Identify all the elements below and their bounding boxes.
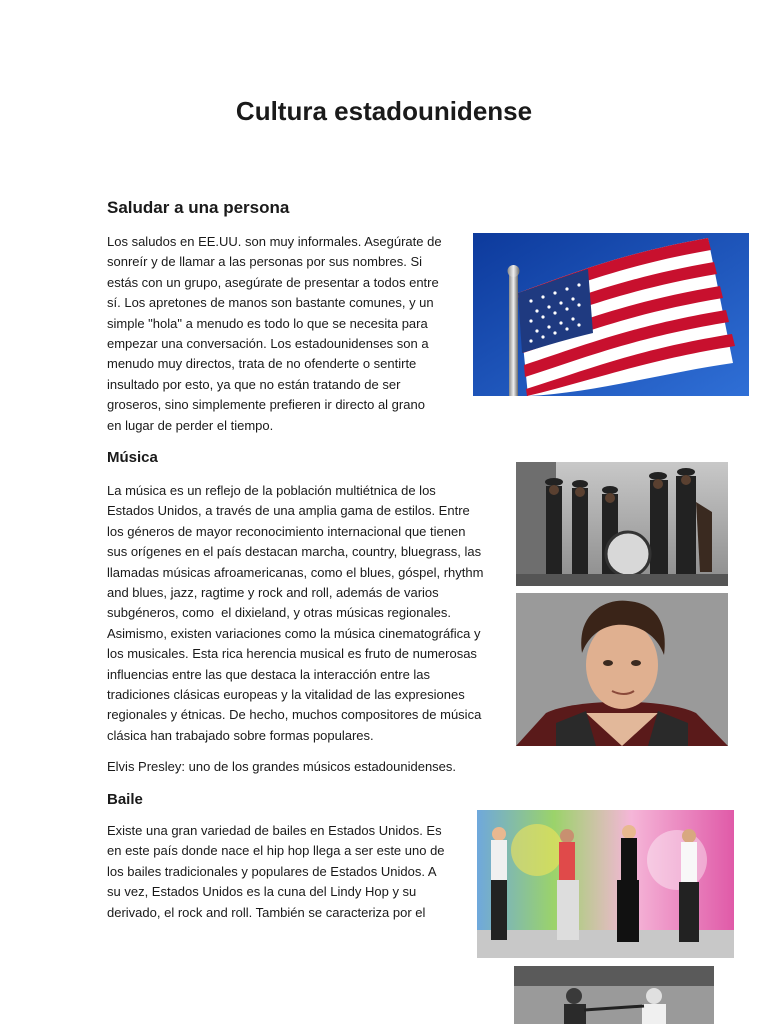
paragraph-line: and blues, jazz, ragtime y rock and roll, además de varios: [107, 585, 439, 601]
paragraph-line: los musicales. Esta rica herencia musical es fruto de numerosas: [107, 646, 477, 662]
paragraph-line: sí. Los apretones de manos son bastante comunes, y un: [107, 295, 434, 311]
paragraph-baile: [107, 821, 467, 923]
paragraph-line: los bailes tradicionales y populares de Estados Unidos. A: [107, 863, 437, 879]
paragraph-line: groseros, sino simplemente prefieren ir directo al grano: [107, 397, 425, 413]
paragraph-line: Los saludos en EE.UU. son muy informales. Asegúrate de: [107, 234, 442, 249]
paragraph-line: regionales y étnicas. De hecho, muchos compositores de música: [107, 707, 482, 723]
page-title: Cultura estadounidense: [235, 96, 533, 126]
heading-musica: Música: [107, 449, 158, 466]
paragraph-line: empezar una conversación. Los estadounidenses son a: [107, 336, 429, 352]
paragraph-line: sonreír y de llamar a las personas por sus nombres. Si: [107, 254, 423, 270]
elvis-presley-photo: [516, 593, 728, 746]
paragraph-line: sus orígenes en el país destacan marcha, country, bluegrass, las: [107, 544, 482, 560]
paragraph-line: en este país donde nace el hip hop llega a ser este uno de: [107, 843, 445, 859]
hip-hop-dancers-photo: [477, 810, 734, 958]
paragraph-line: Estados Unidos, a través de una amplia gama de estilos. Entre: [107, 503, 470, 519]
swing-dancers-photo: [514, 966, 714, 1024]
paragraph-line: derivado, el rock and roll. También se caracteriza por el: [107, 904, 426, 920]
paragraph-saludar: [107, 232, 467, 436]
paragraph-line: estás con un grupo, asegúrate de presentar a todos entre: [107, 274, 439, 290]
paragraph-line: influencias entre las que destaca la interacción entre las: [107, 666, 431, 682]
paragraph-line: en lugar de perder el tiempo.: [107, 417, 274, 433]
caption-elvis: Elvis Presley: uno de los grandes músicos estadounidenses.: [107, 759, 457, 774]
paragraph-line: menudo muy directos, trata de no ofenderte o sentirte: [107, 356, 417, 372]
paragraph-line: Existe una gran variedad de bailes en Estados Unidos. Es: [107, 823, 442, 838]
paragraph-line: llamadas músicas afroamericanas, como el blues, góspel, rhythm: [107, 564, 484, 580]
paragraph-line: Asimismo, existen variaciones como la música cinematográfica y: [107, 625, 481, 641]
paragraph-musica: [107, 481, 507, 746]
jazz-band-photo: [516, 462, 728, 586]
paragraph-line: los géneros de mayor reconocimiento internacional que tienen: [107, 523, 466, 539]
paragraph-line: clásica han trabajado sobre formas populares.: [107, 727, 374, 743]
heading-saludar: Saludar a una persona: [107, 198, 290, 217]
paragraph-line: tradiciones clásicas europeas y la vitalidad de las expresiones: [107, 687, 465, 703]
paragraph-line: simple "hola" a menudo es todo lo que se necesita para: [107, 315, 428, 331]
us-flag-image: [473, 233, 749, 396]
paragraph-line: subgéneros, como el dixieland, y otras músicas regionales.: [107, 605, 451, 621]
heading-baile: Baile: [107, 791, 143, 808]
paragraph-line: insultado por esto, ya que no están tratando de ser: [107, 376, 401, 392]
paragraph-line: su vez, Estados Unidos es la cuna del Lindy Hop y su: [107, 884, 417, 900]
paragraph-line: La música es un reflejo de la población multiétnica de los: [107, 483, 436, 498]
